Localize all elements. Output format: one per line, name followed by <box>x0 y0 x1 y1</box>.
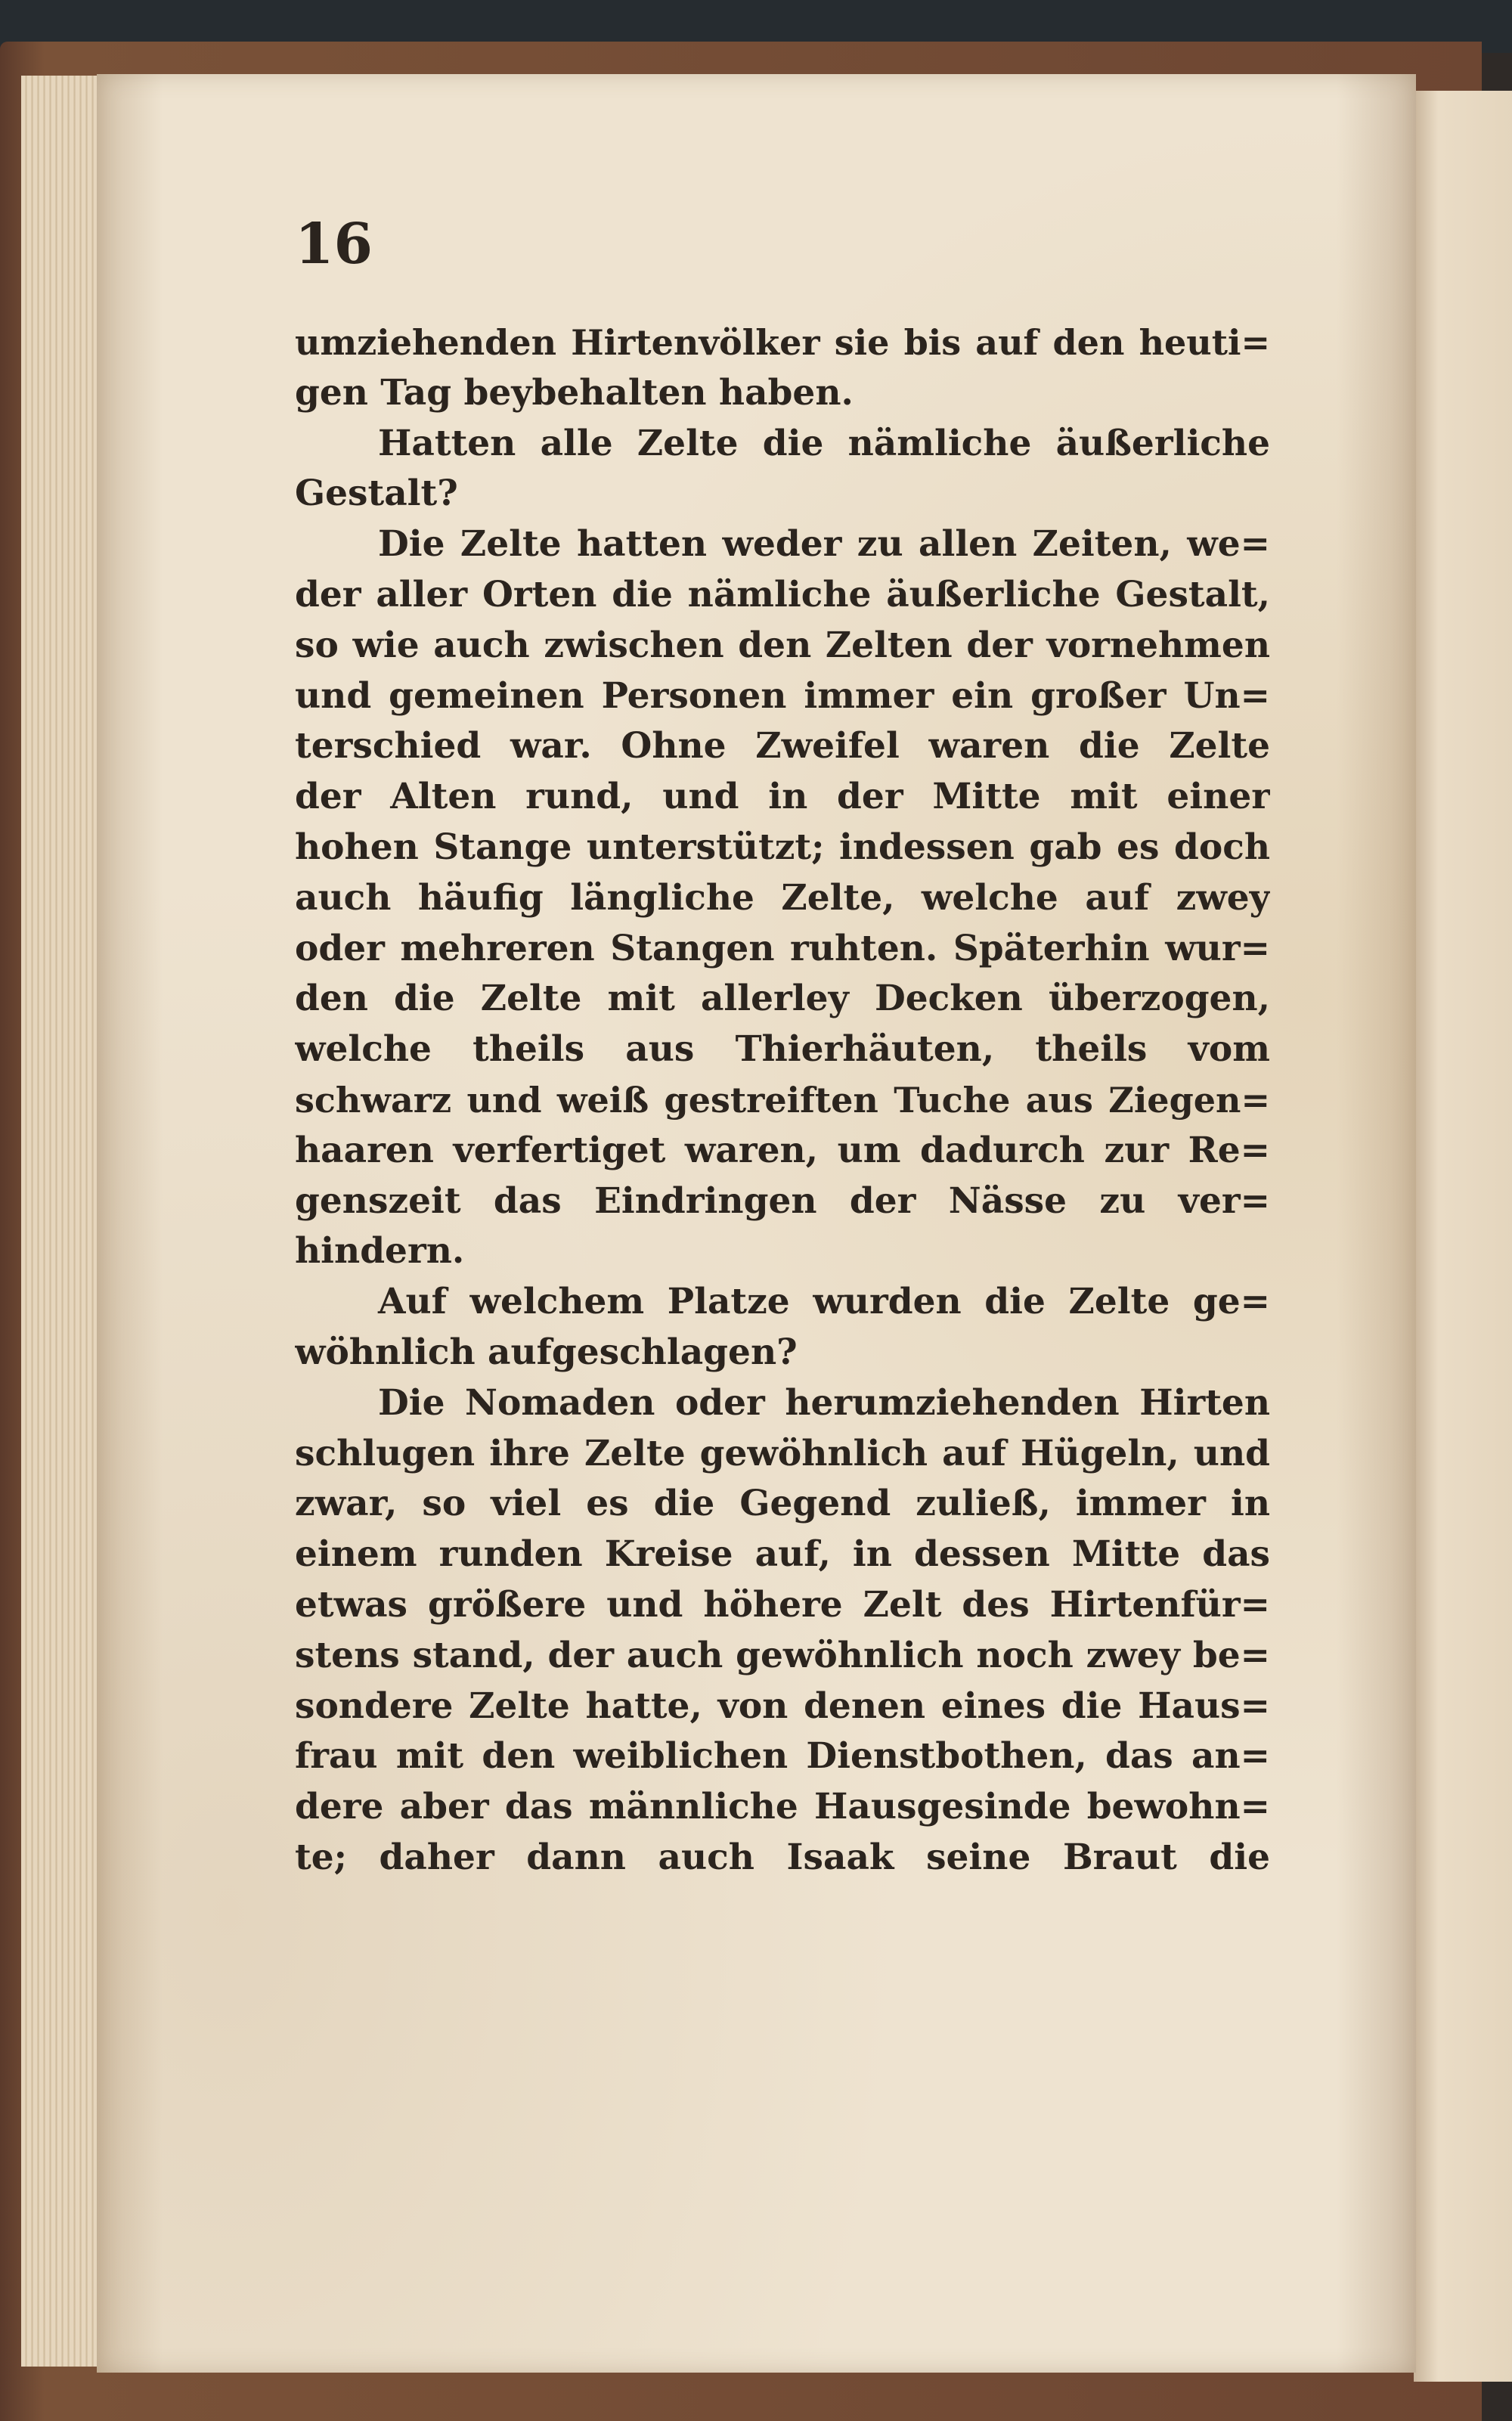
text-line: schwarz und weiß gestreiften Tuche aus Ziegen= <box>295 1079 1270 1121</box>
text-line: gen Tag beybehalten haben. <box>295 371 854 414</box>
text-line: einem runden Kreise auf, in dessen Mitte das <box>295 1533 1270 1576</box>
text-line: Hatten alle Zelte die nämliche äußerliche <box>378 422 1270 464</box>
text-line: hohen Stange unterstützt; indessen gab es doch <box>295 826 1270 868</box>
text-line: schlugen ihre Zelte gewöhnlich auf Hügeln, und <box>295 1432 1270 1474</box>
text-line: frau mit den weiblichen Dienstbothen, das an= <box>295 1735 1270 1778</box>
text-line: auch häufig längliche Zelte, welche auf zwey <box>295 876 1270 919</box>
text-line: so wie auch zwischen den Zelten der vornehmen <box>295 624 1270 666</box>
text-line: zwar, so viel es die Gegend zuließ, immer in <box>295 1483 1270 1525</box>
text-line: genszeit das Eindringen der Nässe zu ver= <box>295 1180 1270 1222</box>
text-line: hindern. <box>295 1230 465 1272</box>
text-line: umziehenden Hirtenvölker sie bis auf den heuti= <box>295 322 1270 363</box>
text-line: Gestalt? <box>295 473 458 515</box>
text-line: welche theils aus Thierhäuten, theils vom <box>295 1028 1270 1071</box>
text-line: den die Zelte mit allerley Decken überzogen, <box>295 978 1270 1020</box>
text-line: Auf welchem Platze wurden die Zelte ge= <box>378 1281 1270 1323</box>
text-line: haaren verfertiget waren, um dadurch zur Re= <box>295 1129 1270 1171</box>
page-stack-edges <box>21 76 104 2367</box>
text-line: und gemeinen Personen immer ein großer Un= <box>295 674 1270 717</box>
text-line: wöhnlich aufgeschlagen? <box>295 1331 798 1373</box>
text-line: der Alten rund, und in der Mitte mit einer <box>295 776 1270 818</box>
text-line: etwas größere und höhere Zelt des Hirtenfür= <box>295 1583 1270 1626</box>
text-line: terschied war. Ohne Zweifel waren die Zelte <box>295 725 1270 767</box>
text-line: te; daher dann auch Isaak seine Braut die <box>295 1836 1270 1878</box>
right-page-edge <box>1414 91 1512 2382</box>
text-line: oder mehreren Stangen ruhten. Späterhin wur= <box>295 927 1270 969</box>
text-line: Die Zelte hatten weder zu allen Zeiten, we= <box>378 523 1270 566</box>
text-line: sondere Zelte hatte, von denen eines die Haus= <box>295 1685 1270 1727</box>
text-line: dere aber das männliche Hausgesinde bewohn= <box>295 1786 1270 1828</box>
text-line: stens stand, der auch gewöhnlich noch zwey be= <box>295 1634 1270 1676</box>
text-line: der aller Orten die nämliche äußerliche Gestalt, <box>295 573 1270 615</box>
text-line: Die Nomaden oder herumziehenden Hirten <box>378 1381 1270 1424</box>
page-number: 16 <box>295 212 373 277</box>
body-text <box>295 318 1270 1883</box>
